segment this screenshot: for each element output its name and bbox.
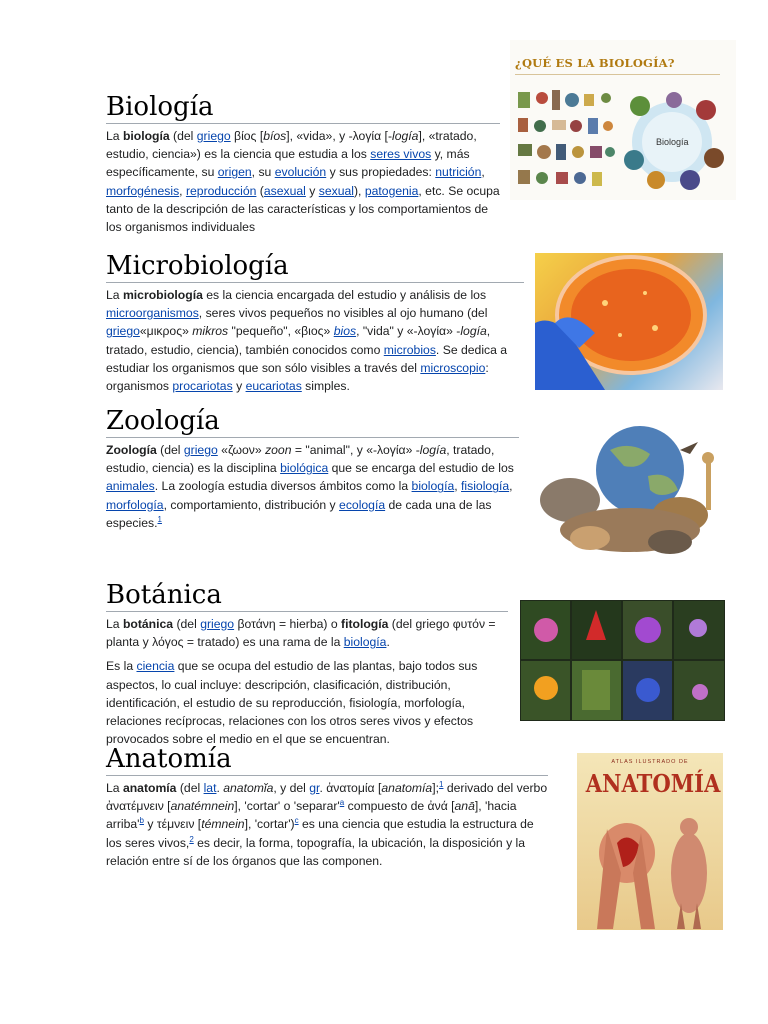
link-microscopio[interactable]: microscopio <box>420 360 486 375</box>
animals-globe-icon <box>530 420 730 560</box>
paragraph-anatomia <box>106 779 548 870</box>
link-lat[interactable]: lat <box>203 781 217 795</box>
text-run: anatomía <box>122 781 177 795</box>
text-run: ], «vida», y -λογία [- <box>286 129 392 143</box>
text-run: botánica <box>122 617 174 631</box>
link-morfología[interactable]: morfología <box>106 497 164 512</box>
heading-anatomia: Anatomía <box>106 743 548 776</box>
text-run: zoon <box>265 443 292 457</box>
text-run: «μικρος» <box>139 324 193 339</box>
link-nutrición[interactable]: nutrición <box>435 165 482 180</box>
text-run: ], 'cortar' o 'separar' <box>234 799 340 814</box>
text-run: y <box>305 183 319 198</box>
heading-biologia: Biología <box>106 91 500 124</box>
link-ecología[interactable]: ecología <box>339 497 386 512</box>
text-run: que se encarga del estudio de los <box>328 461 514 476</box>
text-run: microbiología <box>122 288 203 302</box>
text-run: La <box>106 129 123 143</box>
text-run: de cada una de las especies. <box>106 497 492 530</box>
text-run: . <box>216 781 224 795</box>
text-run: La <box>106 617 123 631</box>
heading-botanica: Botánica <box>106 579 508 612</box>
text-run: , <box>179 183 186 198</box>
text-run: biología <box>122 129 170 143</box>
text-run: témnein <box>201 817 245 832</box>
link-animales[interactable]: animales <box>106 479 155 494</box>
text-run: . <box>386 635 390 650</box>
link-fisiología[interactable]: fisiología <box>461 479 510 494</box>
text-run: La <box>106 781 123 795</box>
text-run: , <box>454 479 462 494</box>
link-morfogénesis[interactable]: morfogénesis <box>106 183 180 198</box>
link-biología[interactable]: biología <box>343 635 387 650</box>
text-run: logía <box>460 324 487 339</box>
text-run: , comportamiento, distribución y <box>163 497 340 512</box>
text-run: , tratado, estudio, ciencia), también conocidos como <box>106 324 491 357</box>
text-run: : organismos <box>106 360 489 394</box>
link-procariotas[interactable]: procariotas <box>172 379 233 394</box>
text-run: = "animal", y «-λογία» - <box>291 443 420 457</box>
text-run: y <box>232 379 246 394</box>
link-b[interactable]: b <box>139 816 144 826</box>
text-run: , y del <box>273 781 310 795</box>
link-griego[interactable]: griego <box>196 129 231 143</box>
text-run: simples. <box>301 379 350 394</box>
section-anatomia <box>106 743 548 870</box>
text-run: anatomĭa <box>223 781 274 795</box>
text-run: derivado del verbo ἀνατέμνειν [ <box>106 781 548 814</box>
link-ciencia[interactable]: ciencia <box>136 659 175 674</box>
text-run: βίος [ <box>230 129 264 143</box>
biologia-image-heading: ¿QUÉ ES LA BIOLOGÍA? <box>515 56 675 70</box>
text-run: y sus propiedades: <box>326 165 436 180</box>
text-run: , seres vivos pequeños no visibles al ojo humano (del <box>198 306 488 321</box>
biologia-image-label: Biología <box>656 137 689 147</box>
text-run: es la ciencia encargada del estudio y análisis de los <box>202 288 487 302</box>
biologia-image <box>510 40 736 200</box>
text-run: que se ocupa del estudio de las plantas, bajo todos sus aspectos, lo cual incluye: descripción, clasificación, distribución, identificación, el estudio de su reproducción, fisiología, morfología, relaciones recíprocas, relaciones con los otros seres vivos y efectos provocados sobre el medio en el que se encuentran. <box>106 659 478 747</box>
text-run: ], «tratado, estudio, ciencia») es la ciencia que estudia a los <box>106 129 477 162</box>
biologia-collage-icon <box>510 40 736 200</box>
text-run: , <box>509 479 513 494</box>
text-run: , "vida" y «-λογία» - <box>356 324 461 339</box>
link-microorganismos[interactable]: microorganismos <box>106 306 199 321</box>
section-biologia <box>106 91 500 236</box>
text-run: , su <box>251 165 275 180</box>
link-asexual[interactable]: asexual <box>263 183 306 198</box>
text-run: Es la <box>106 659 137 674</box>
heading-zoologia: Zoología <box>106 405 519 438</box>
heading-microbiologia: Microbiología <box>106 250 524 283</box>
link-a[interactable]: a <box>339 798 345 808</box>
paragraph-zoologia <box>106 441 519 532</box>
link-1[interactable]: 1 <box>439 779 444 789</box>
link-griego[interactable]: griego <box>106 324 140 339</box>
text-run: anatomía <box>381 781 433 795</box>
paragraph-biologia <box>106 127 500 236</box>
text-run: anatémnein <box>170 799 235 814</box>
text-run: ( <box>256 183 264 198</box>
link-evolución[interactable]: evolución <box>274 165 327 180</box>
text-run: logía <box>419 443 447 457</box>
text-run: es decir, la forma, topografía, la ubicación, la disposición y la relación entre sí de los órganos que las componen. <box>106 835 526 868</box>
paragraph-botanica-2 <box>106 657 508 748</box>
section-botanica <box>106 579 508 748</box>
link-microbios[interactable]: microbios <box>383 342 436 357</box>
text-run: (del griego φυτόν = planta y λόγος = tratado) es una rama de la <box>106 617 496 650</box>
link-patogenia[interactable]: patogenia <box>364 183 419 198</box>
text-run: y τέμνειν [ <box>143 817 202 832</box>
text-run: ], 'cortar') <box>244 817 295 832</box>
text-run: (del <box>176 781 204 795</box>
link-sexual[interactable]: sexual <box>318 183 354 198</box>
link-eucariotas[interactable]: eucariotas <box>245 379 302 394</box>
paragraph-microbiologia <box>106 286 524 395</box>
link-gr[interactable]: gr <box>309 781 320 795</box>
section-microbiologia <box>106 250 524 395</box>
text-run: (del <box>173 617 201 631</box>
botanica-image <box>520 600 725 721</box>
text-run: bíos <box>263 129 287 143</box>
text-run: (del <box>156 443 184 457</box>
text-run: , tratado, estudio, ciencia) es la disciplina <box>106 443 495 476</box>
text-run: . Se dedica a estudiar los organismos que son sólo visibles a través del <box>106 342 508 375</box>
zoologia-image <box>530 420 730 560</box>
text-run: ]; <box>432 781 439 795</box>
section-zoologia <box>106 405 519 532</box>
text-run: "pequeño", «βιος» <box>228 324 334 339</box>
anatomia-cover-subtitle: ATLAS ILUSTRADO DE <box>611 759 689 765</box>
link-griego[interactable]: griego <box>183 443 218 457</box>
text-run: mikros <box>192 324 229 339</box>
text-run: βοτάνη = hierba) o <box>234 617 342 631</box>
text-run: y, más específicamente, su <box>106 147 470 180</box>
link-reproducción[interactable]: reproducción <box>185 183 257 198</box>
text-run: ], 'hacia arriba' <box>106 799 517 832</box>
text-run: «ζωον» <box>217 443 266 457</box>
anatomia-book-cover <box>577 753 723 930</box>
text-run: , <box>481 165 485 180</box>
link-seres-vivos[interactable]: seres vivos <box>370 147 432 162</box>
link-griego[interactable]: griego <box>200 617 235 631</box>
text-run: compuesto de ἀνά [ <box>344 799 455 814</box>
text-run: fitología <box>341 617 389 631</box>
text-run: es una ciencia que estudia la estructura de los seres vivos, <box>106 817 534 850</box>
link-origen[interactable]: origen <box>217 165 252 180</box>
text-run: (del <box>169 129 197 143</box>
paragraph-botanica-1 <box>106 615 508 651</box>
text-run: Zoología <box>106 443 157 457</box>
text-run: logía <box>392 129 419 143</box>
link-biología[interactable]: biología <box>411 479 455 494</box>
text-run: anā <box>454 799 475 814</box>
link-2[interactable]: 2 <box>189 834 194 844</box>
anatomia-cover-title: ANATOMÍA <box>585 769 721 798</box>
link-c[interactable]: c <box>294 816 299 826</box>
microbiologia-image <box>535 253 723 390</box>
plants-grid-icon <box>520 600 725 721</box>
link-bios[interactable]: bios <box>333 324 357 339</box>
link-1[interactable]: 1 <box>157 514 162 524</box>
text-run: , etc. Se ocupa tanto de la descripción de las características y los comportamientos de los organismos individuales <box>106 183 500 235</box>
petri-dish-icon <box>535 253 723 390</box>
text-run: ), <box>354 183 365 198</box>
text-run: . La zoología estudia diversos ámbitos como la <box>154 479 412 494</box>
link-biológica[interactable]: biológica <box>280 461 329 476</box>
text-run: . ἀνατομία [ <box>319 781 382 795</box>
text-run: La <box>106 288 123 302</box>
anatomy-figure-icon <box>577 753 723 930</box>
